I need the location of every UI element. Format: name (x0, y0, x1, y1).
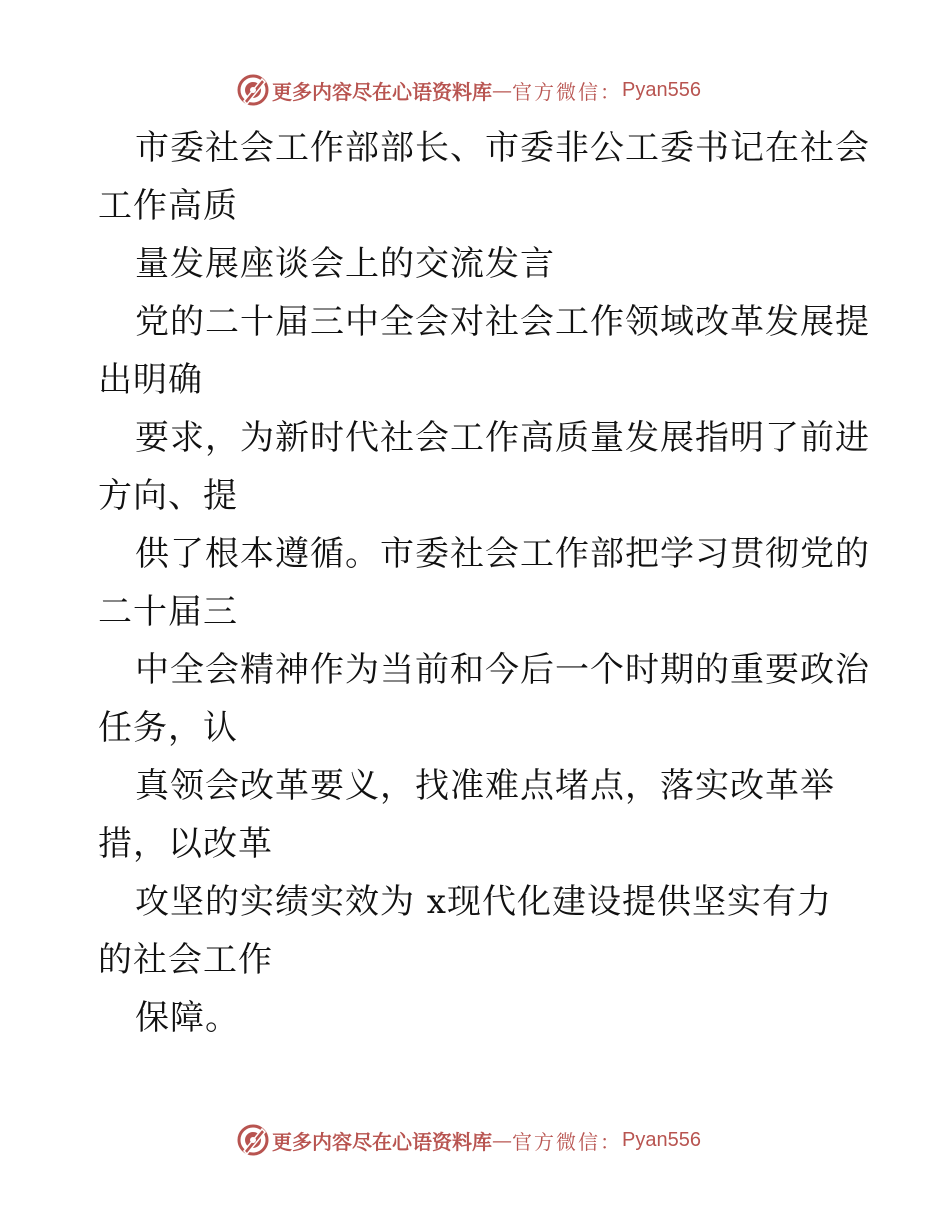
text-line: 量发展座谈会上的交流发言 (135, 244, 555, 284)
footer-banner (0, 1120, 950, 1160)
banner-wechat-id: Pyan556 (622, 1128, 701, 1151)
text-line: 任务，认 (98, 708, 238, 748)
pen-circle-logo-icon (236, 73, 270, 107)
banner-separator: — (492, 1128, 512, 1152)
text-line: 工作高质 (98, 186, 238, 226)
text-line: 出明确 (98, 360, 203, 400)
text-line: 供了根本遵循。市委社会工作部把学习贯彻党的 (135, 534, 870, 574)
text-line: 措，以改革 (98, 824, 273, 864)
header-banner (0, 70, 950, 110)
text-line: 中全会精神作为当前和今后一个时期的重要政治 (135, 650, 870, 690)
text-line: 攻坚的实绩实效为 x现代化建设提供坚实有力 (135, 882, 832, 922)
pen-circle-logo-icon (236, 1123, 270, 1157)
banner-promo-text: 更多内容尽在心语资料库 (272, 1129, 492, 1154)
document-body (98, 119, 870, 1047)
text-line: 的社会工作 (98, 940, 273, 980)
banner-wechat-id: Pyan556 (622, 78, 701, 101)
banner-official-label: 官方微信： (512, 1129, 622, 1154)
banner-official-label: 官方微信： (512, 79, 622, 104)
banner-content[interactable] (236, 1122, 701, 1158)
text-line: 要求，为新时代社会工作高质量发展指明了前进 (135, 418, 870, 458)
text-line: 方向、提 (98, 476, 238, 516)
text-line: 真领会改革要义，找准难点堵点，落实改革举 (135, 766, 835, 806)
banner-separator: — (492, 78, 512, 102)
banner-promo-text: 更多内容尽在心语资料库 (272, 79, 492, 104)
text-line: 党的二十届三中全会对社会工作领域改革发展提 (135, 302, 870, 342)
banner-content[interactable] (236, 72, 701, 108)
text-line: 保障。 (135, 998, 240, 1038)
text-line: 市委社会工作部部长、市委非公工委书记在社会 (135, 128, 870, 168)
text-line: 二十届三 (98, 592, 238, 632)
